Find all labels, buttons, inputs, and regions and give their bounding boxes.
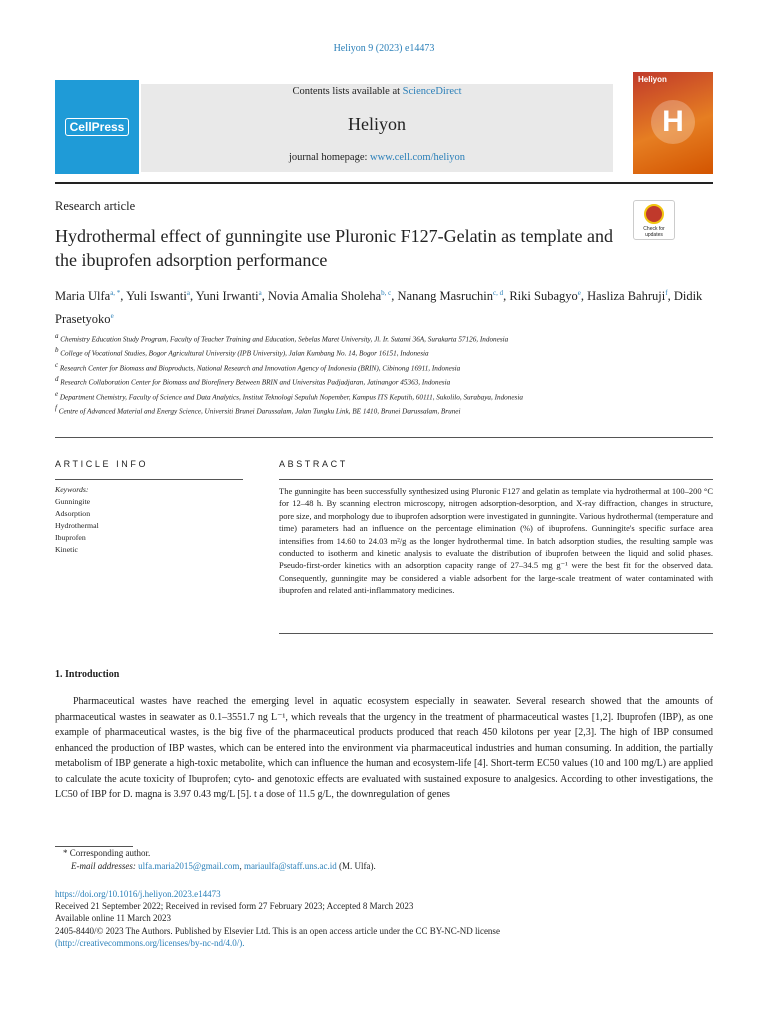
author-name: Hasliza Bahruji [587, 289, 666, 304]
affiliation-label: f [55, 403, 59, 412]
abstract-divider [279, 479, 713, 480]
author-affiliation-marker[interactable]: b, c [381, 289, 392, 297]
keywords-label: Keywords: [55, 485, 89, 494]
check-for-updates-button[interactable] [633, 200, 675, 240]
author-name: Didik Prasetyoko [55, 289, 703, 327]
keyword-item: Hydrothermal [55, 521, 99, 530]
introduction-heading: 1. Introduction [55, 669, 120, 680]
journal-reference[interactable]: Heliyon 9 (2023) e14473 [333, 43, 435, 54]
affiliation-item [55, 374, 715, 388]
affiliation-item [55, 331, 715, 345]
email-link-2[interactable]: mariaulfa@staff.uns.ac.id [243, 861, 337, 871]
corresponding-author-note: * Corresponding author. [63, 848, 151, 858]
sciencedirect-link[interactable]: ScienceDirect [402, 86, 462, 97]
check-updates-icon [644, 204, 664, 224]
author[interactable] [587, 289, 667, 303]
email-label: E-mail addresses: [71, 861, 136, 871]
author-affiliation-marker[interactable]: f [665, 289, 668, 297]
abstract-text: The gunningite has been successfully synthesized using Pluronic F127 and gelatin as template via hydrothermal at 100–200 °C for 12–48 h. By scanning electron microscopy, nitrogen adsorption-desorption, and X-ray diffraction, changes in structure, pore size, and morphology due to ibuprofen adsorption were investigated in gunningite. Various hydrothermal (temperature and time) parameters had an influence on the percentage elimination (%) of ibuprofens. Gunningite's specific surface area intensifies from 14.60 to 24.03 m²/g as the longer hydrothermal time. In batch adsorption studies, the resulting sample was conducted to isotherm and kinetic analysis to evaluate the distribution of ibuprofen between the liquid and solid phases. Pseudo-first-order kinetics with an adsorption capacity range of 27–34.5 mg g⁻¹ were the best fit for the observed data. Consequently, gunningite may be considered a viable adsorbent for the large-scale treatment of water contaminated with ibuprofen and related anti-inflammatory medicines. [279, 486, 713, 596]
author[interactable] [196, 289, 262, 303]
journal-name: Heliyon [348, 114, 406, 134]
keyword-item: Ibuprofen [55, 533, 86, 542]
keywords-block [55, 484, 243, 556]
affiliation-item [55, 403, 715, 417]
author-name: Yuni Irwanti [195, 289, 259, 304]
author-name: Yuli Iswanti [126, 289, 187, 304]
author-affiliation-marker[interactable]: e [577, 289, 581, 297]
affiliation-divider [55, 437, 713, 438]
article-footer [55, 888, 713, 949]
author-affiliation-marker[interactable]: a [186, 289, 190, 297]
cover-h-logo: H [651, 100, 695, 144]
contents-prefix: Contents lists available at [292, 86, 401, 97]
cover-title: Heliyon [638, 75, 667, 84]
received-dates: Received 21 September 2022; Received in revised form 27 February 2023; Accepted 8 March 2023 [55, 901, 414, 912]
affiliation-item [55, 360, 715, 374]
introduction-paragraph [55, 694, 713, 803]
homepage-link[interactable]: www.cell.com/heliyon [370, 152, 466, 163]
cellpress-logo: CellPress [65, 118, 130, 136]
affiliation-list [55, 331, 715, 417]
author[interactable] [126, 289, 190, 303]
keyword-list [55, 496, 243, 556]
license-text: 2405-8440/© 2023 The Authors. Published by Elsevier Ltd. This is an open access article under the CC BY-NC-ND license [55, 925, 500, 936]
author-affiliation-marker[interactable]: e [110, 312, 114, 321]
masthead-center [141, 84, 613, 172]
author-name: Riki Subagyo [509, 289, 578, 304]
abstract-bottom-divider [279, 633, 713, 634]
article-info-heading: ARTICLE INFO [55, 459, 149, 469]
author-name: Nanang Masruchin [397, 289, 493, 304]
keyword-item: Adsorption [55, 509, 91, 518]
keyword-item: Kinetic [55, 545, 78, 554]
author[interactable] [398, 289, 504, 303]
author-name: Maria Ulfa [55, 289, 111, 304]
author-affiliation-marker[interactable]: c, d [492, 289, 504, 297]
affiliation-text: Department Chemistry, Faculty of Science and Data Analytics, Institut Teknologi Sepuluh Nopember, Kampus ITS Keputih, 60111, Sukolilo, Surabaya, Indonesia [59, 392, 523, 401]
affiliation-label: e [55, 389, 60, 398]
article-info-divider [55, 479, 243, 480]
available-online: Available online 11 March 2023 [55, 913, 171, 924]
abstract-heading: ABSTRACT [279, 459, 348, 469]
journal-cover-image[interactable] [633, 72, 713, 174]
author[interactable] [509, 289, 581, 303]
author-affiliation-marker[interactable]: a [258, 289, 262, 297]
affiliation-text: College of Vocational Studies, Bogor Agricultural University (IPB University), Jalan Kumbang No. 14, Bogor 16151, Indonesia [60, 349, 429, 358]
affiliation-label: c [55, 360, 60, 369]
affiliation-text: Research Collaboration Center for Biomass and Biorefinery Between BRIN and Universitas Padjadjaran, Jatinangor 45363, Indonesia [60, 378, 451, 387]
affiliation-label: d [55, 375, 61, 384]
affiliation-label: a [55, 332, 61, 340]
email-suffix: (M. Ulfa). [339, 861, 376, 871]
article-title: Hydrothermal effect of gunningite use Pluronic F127-Gelatin as template and the ibuprofen adsorption performance [55, 226, 614, 270]
homepage-prefix: journal homepage: [288, 152, 368, 163]
publisher-logo-box[interactable] [55, 80, 139, 174]
article-type: Research article [55, 199, 136, 213]
affiliation-text: Centre of Advanced Material and Energy Science, Universiti Brunei Darussalam, Jalan Tungku Link, BE 1410, Brunei Darussalam, Brunei [58, 407, 461, 416]
affiliation-item [55, 345, 715, 359]
introduction-text: Pharmaceutical wastes have reached the emerging level in aquatic ecosystem especially in seawater. Several research showed that the amounts of pharmaceutical wastes in seawater as 0.1–3551.7 ng L⁻¹, which reveals that the urgency in the treatment of pharmaceutical wastes [1,2]. Ibuprofen (IBP), as one example of pharmaceutical wastes, is the big five of the pharmaceutical products produced that reach 450 kilotons per year [2,3]. The high of IBP consumed enhanced the production of IBP wastes, which can be entered into the environment via pharmaceutical industries and human consuming. In addition, the partially metabolism of IBP generate a high-toxic metabolite, which can influence the human and ecosystem-life [4]. Short-term EC50 values (10 and 100 mg/L) are applied to calculate the acute toxicity of Ibuprofen; cyto- and genotoxic effects are evaluated with sustained exposure to analgesics. According to other investigations, the LC50 of IBP for D. magna is 3.97 0.43 mg/L [5]. t a dose of 11.5 g/L, the downregulation of genes [55, 696, 713, 800]
check-updates-label: Check for updates [643, 226, 665, 238]
journal-masthead [55, 75, 713, 174]
keyword-item: Gunningite [55, 497, 91, 506]
masthead-divider [55, 182, 713, 184]
affiliation-text: Research Center for Biomass and Bioproducts, National Research and Innovation Agency of Indonesia (BRIN), Cibinong 16911, Indonesia [59, 364, 461, 373]
author-list: Maria Ulfa$^{a, *}$, Yuli Iswanti$^a$, Yuni Irwanti$^a$, Novia Amalia Sholeha$^{b, c}$, Nanang Masruchin$^{c, d}$, Riki Subagyo$^e$, Hasliza Bahruji$^f$, Didik Prasetyoko$^e$ [55, 289, 703, 327]
affiliation-label: b [55, 346, 61, 355]
author-affiliation-marker[interactable]: a, * [110, 289, 121, 297]
homepage-line [141, 152, 613, 163]
author[interactable] [55, 289, 120, 303]
author-name: Novia Amalia Sholeha [267, 289, 382, 304]
affiliation-text: Chemistry Education Study Program, Faculty of Teacher Training and Education, Sebelas Maret University, Jl. Ir. Sutami 36A, Surakarta 57126, Indonesia [60, 335, 509, 344]
doi-link[interactable]: https://doi.org/10.1016/j.heliyon.2023.e14473 [55, 889, 221, 899]
email-line: E-mail addresses: ulfa.maria2015@gmail.com, mariaulfa@staff.uns.ac.id (M. Ulfa). [71, 861, 376, 871]
footnotes [55, 847, 713, 873]
contents-line [141, 86, 613, 97]
email-link-1[interactable]: ulfa.maria2015@gmail.com [138, 861, 240, 871]
license-link[interactable]: (http://creativecommons.org/licenses/by-nc-nd/4.0/). [55, 937, 245, 948]
affiliation-item [55, 389, 715, 403]
author[interactable] [268, 289, 391, 303]
